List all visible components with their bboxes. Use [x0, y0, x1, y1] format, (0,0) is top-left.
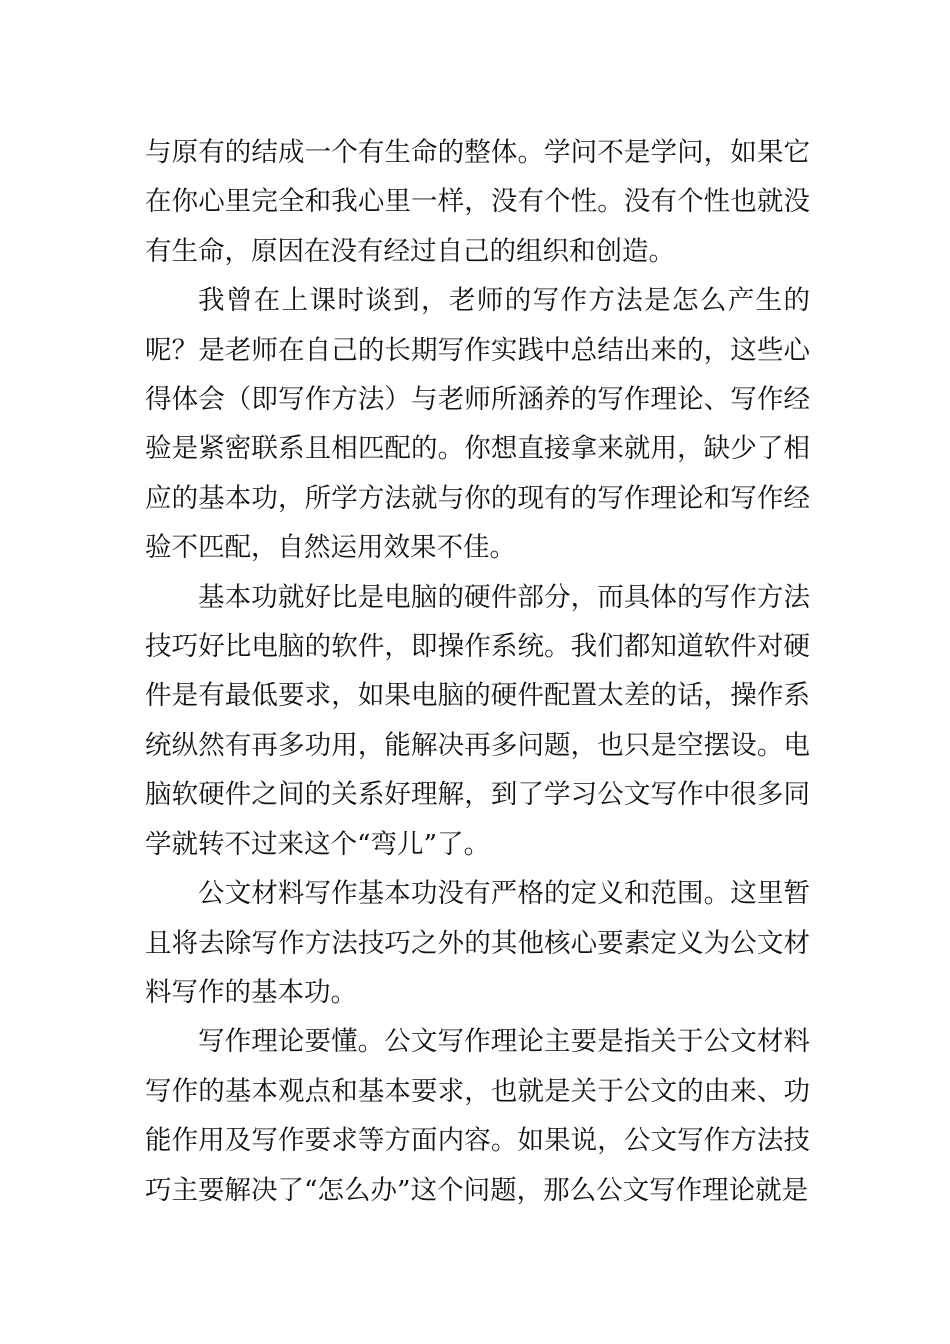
paragraph-4: 公文材料写作基本功没有严格的定义和范围。这里暂且将去除写作方法技巧之外的其他核心要素定义为公文材料写作的基本功。: [145, 878, 810, 1008]
paragraph-1: 与原有的结成一个有生命的整体。学问不是学问，如果它在你心里完全和我心里一样，没有个性。没有个性也就没有生命，原因在没有经过自己的组织和创造。: [145, 137, 810, 267]
paragraph-2: 我曾在上课时谈到，老师的写作方法是怎么产生的呢？是老师在自己的长期写作实践中总结出来的，这些心得体会（即写作方法）与老师所涵养的写作理论、写作经验是紧密联系且相匹配的。你想直接拿来就用，缺少了相应的基本功，所学方法就与你的现有的写作理论和写作经验不匹配，自然运用效果不佳。: [145, 285, 810, 564]
paragraph-5: 写作理论要懂。公文写作理论主要是指关于公文材料写作的基本观点和基本要求，也就是关于公文的由来、功能作用及写作要求等方面内容。如果说，公文写作方法技巧主要解决了“怎么办”这个问题，那么公文写作理论就是: [145, 1026, 810, 1206]
document-body: [145, 128, 810, 1215]
paragraph-3: 基本功就好比是电脑的硬件部分，而具体的写作方法技巧好比电脑的软件，即操作系统。我们都知道软件对硬件是有最低要求，如果电脑的硬件配置太差的话，操作系统纵然有再多功用，能解决再多问题，也只是空摆设。电脑软硬件之间的关系好理解，到了学习公文写作中很多同学就转不过来这个“弯儿”了。: [145, 581, 810, 860]
